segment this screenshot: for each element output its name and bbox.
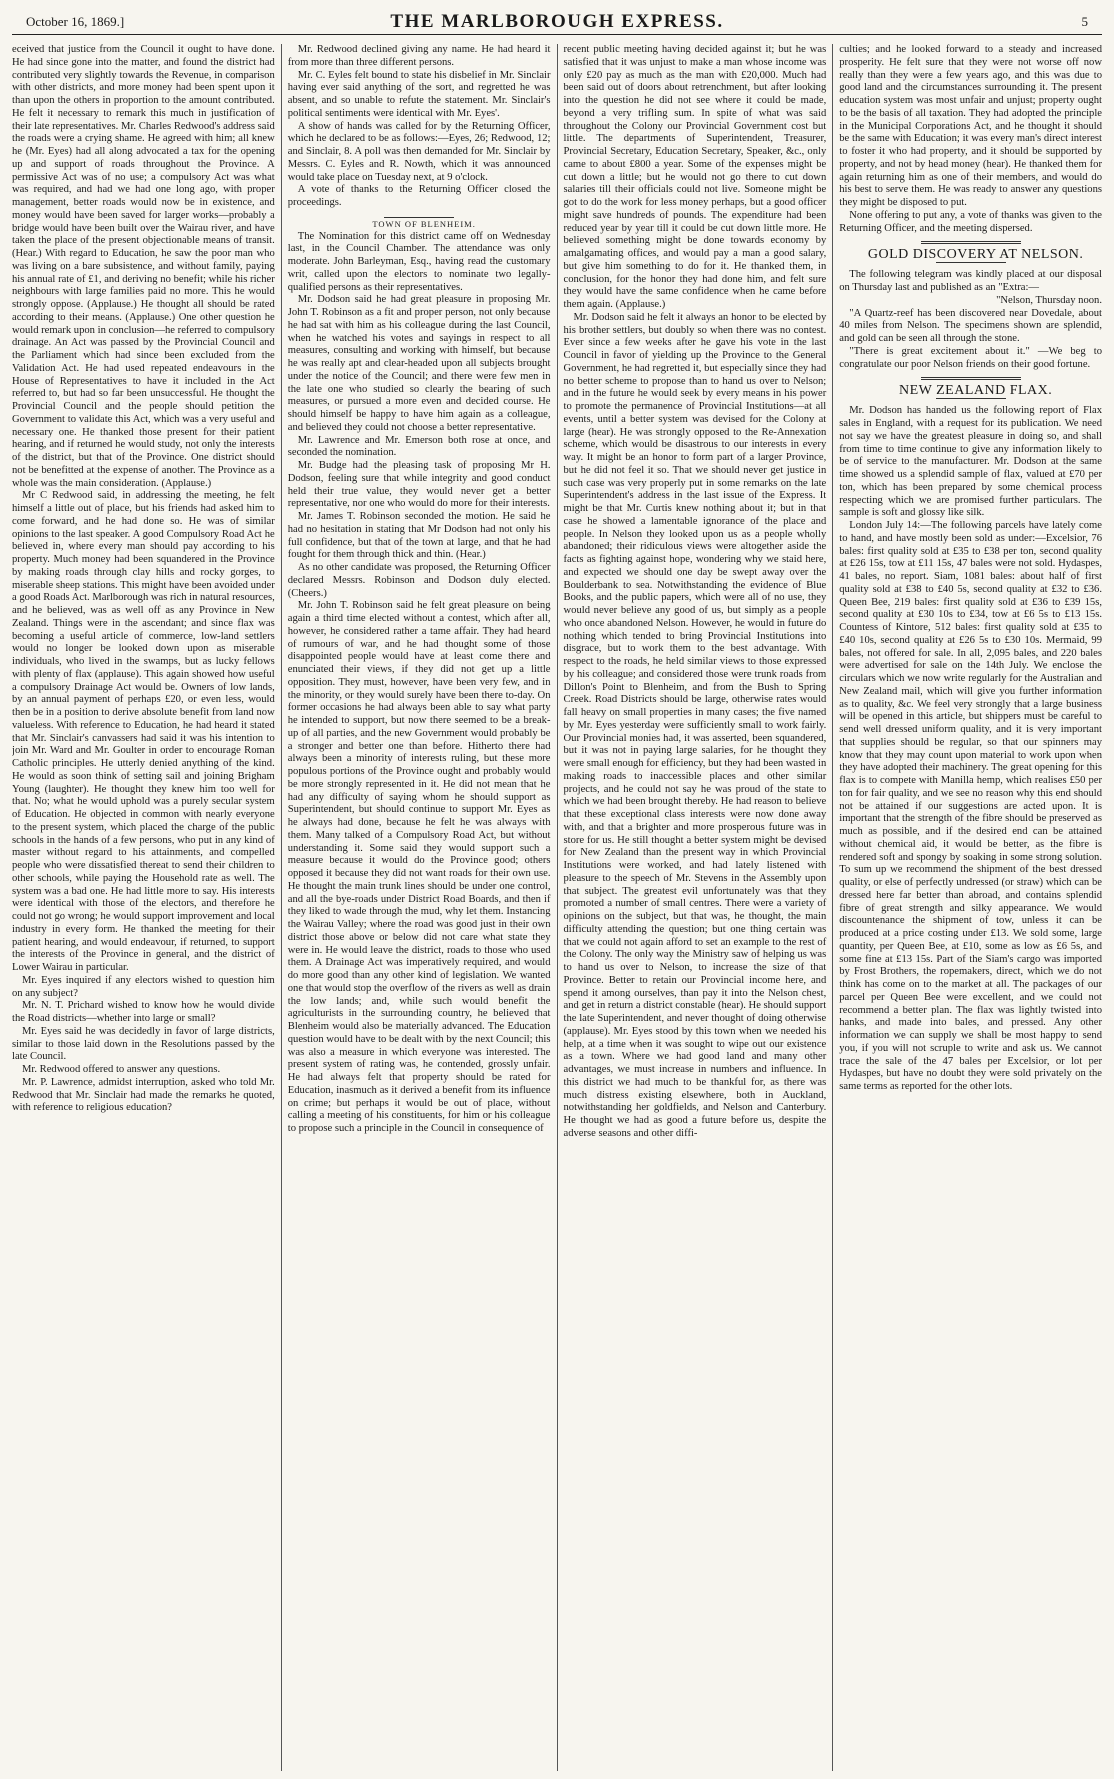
page-number: 5 xyxy=(1081,14,1088,29)
article-paragraph: Mr. Dodson has handed us the following report of Flax sales in England, with a request for its publication. We need not say we have the greatest pleasure in doing so, and shall from time to time continue to give any information likely to be of service to the manufacturer. Mr. Dodson at the same time showed us a splendid sample of flax, valued at £70 per ton, which has been prepared by some chemical process respecting which we are promised further particulars. The sample is soft and glossy like silk. xyxy=(839,405,1102,519)
column-2 xyxy=(281,44,557,1771)
article-paragraph: Mr. Dodson said he had great pleasure in proposing Mr. John T. Robinson as a fit and proper person, not only because he had sat with him as his colleague during the last Council, when he watched his votes and sayings in respect to all measures, consulting and working with himself, but because he was really apt and clear-headed upon all subjects brought under the notice of the Council; and there were few men in the late one who studied so clearly the bearing of such measures, or pursued a more even and decided course. He should himself be happy to have him again as a colleague, and believed they could not choose a better representative. xyxy=(287,294,551,433)
article-paragraph: Mr. N. T. Prichard wished to know how he would divide the Road districts—whether into large or small? xyxy=(12,1000,275,1024)
column-4 xyxy=(832,44,1102,1771)
article-paragraph: Mr. C. Eyles felt bound to state his disbelief in Mr. Sinclair having ever said anything of the sort, and regretted he was absent, and so unable to refute the statement. Mr. Sinclair's political sentiments were identical with Mr. Eyes'. xyxy=(287,69,551,119)
article-paragraph: A show of hands was called for by the Returning Officer, which he declared to be as follows:—Eyes, 26; Redwood, 12; and Sinclair, 8. A poll was then demanded for Mr. Sinclair by Messrs. C. Eyles and R. Nowth, which it was announced would take place on Tuesday next, at 9 o'clock. xyxy=(287,120,551,183)
article-paragraph: A vote of thanks to the Returning Officer closed the proceedings. xyxy=(287,184,551,208)
article-paragraph: Mr. P. Lawrence, admidst interruption, asked who told Mr. Redwood that Mr. Sinclair had made the remarks he quoted, with reference to religious education? xyxy=(12,1076,275,1114)
article-paragraph: Mr. James T. Robinson seconded the motion. He said he had no hesitation in stating that Mr Dodson had not only his full confidence, but that of the town at large, and that he had fought for them through thick and thin. (Hear.) xyxy=(287,511,551,561)
article-paragraph: Mr. Budge had the pleasing task of proposing Mr H. Dodson, feeling sure that while integrity and good conduct held their true value, they would never get a better representative, nor one who would do more for their interests. xyxy=(287,460,551,510)
article-paragraph: "A Quartz-reef has been discovered near Dovedale, about 40 miles from Nelson. The specimens shown are splendid, and gold can be seen all through the stone. xyxy=(839,307,1102,344)
article-paragraph: culties; and he looked forward to a steady and increased prosperity. He felt sure that they were not worse off now really than they were a few years ago, and this was due to good land and the circumstances surrounding it. The present education system was most unfair and unjust; property ought to be the basis of all taxation. They had adopted the principle in the Municipal Corporations Act, and he thought it should be the same with Education; it was every man's direct interest to foster it who had property, and it should be supported by property, and not by head money (hear). He thanked them for again returning him as one of their members, and would do his best to serve them. He was ready to answer any questions they might be disposed to put. xyxy=(839,44,1102,208)
section-heading-gold: GOLD DISCOVERY AT NELSON. xyxy=(867,247,1084,263)
article-paragraph: None offering to put any, a vote of thanks was given to the Returning Officer, and the meeting dispersed. xyxy=(839,209,1102,234)
issue-date: October 16, 1869.] xyxy=(26,14,125,29)
article-paragraph: Mr. John T. Robinson said he felt great pleasure on being again a third time elected without a contest, which after all, however, he considered rather a tame affair. They had heard of rumours of war, and he had thought some of those disappointed people would have at least come there and enunciated their views, if they did not get up a little opposition. They must, however, have been very few, and in the minority, or they would surely have been there to-day. On former occasions he had always been able to say what party he intended to support, but now there seemed to be a break-up of all parties, and the new Government would probably be a stronger and better one than before. Hitherto there had always been a minority of interests ruling, but these more populous portions of the Province ought and probably would be more strongly represented in it. He did not mean that he had any difficulty of saying whom he should support as Superintendent, but should continue to support Mr. Eyes as he always had done, because he felt he was always with them. Many talked of a Compulsory Road Act, but without understanding it. Some said they would support such a measure because it would do the Province good; others opposed it because they did not want roads for their own use. He thought the main trunk lines should be under one control, and all the bye-roads under District Road Boards, and then if they liked to wade through the mud, why let them. Instancing the Wairau Valley; where the road was good just in their own district those above or below did not care what state they were in. He would leave the district, roads to those who used them. A Drainage Act was imperatively required, and would do more good than any other kind of legislation. We wanted one that would stop the overflow of the rivers as well as drain the low lands; and, while such would benefit the agriculturists in the surrounding country, he believed that Blenheim would also be materially advanced. The Education question would have to be dealt with by the next Council; this was also a measure in which everyone was interested. The present system of rating was, he contended, grossly unfair. He had always felt that property should be rated for Education, inasmuch as it derived a benefit from its influence on crime; but perhaps it would be out of place, without calling a meeting of his constituents, for him or his colleague to propose such a principle in the Council in consequence of xyxy=(287,600,551,1134)
article-paragraph: London July 14:—The following parcels have lately come to hand, and have mostly been sold as under:—Excelsior, 76 bales: first quality sold at £35 to £38 per ton, second quality at £26 15s, tow at £11 15s, 47 bales were not sold. Hydaspes, 41 bales, no report. Siam, 1081 bales: about half of first quality sold at £38 to £40 5s, second quality at £32 to £36. Queen Bee, 219 bales: first quality sold at £36 to £39 15s, second quality at £30 10s to £34, tow at £6 5s to £13 15s. Countess of Kintore, 512 bales: first quality sold at £35 to £40 10s, second quality at £26 5s to £30 10s. Mermaid, 99 bales, not offered for sale. In all, 2,095 bales, and 220 bales were advertised for sale on the 14th July. We enclose the circulars which we now write regularly for the Australian and New Zealand mail, which will give you further information as to quality, &c. We feel very strongly that a large business will be opened in this article, but shippers must be careful to send well dressed uniform quality, and it is very important that supplies should be regular, so that our spinners may know that they may count upon material to work upon when they have adopted their machinery. The great opening for this flax is to compete with Manilla hemp, which realises £50 per ton for fair quality, and we see no reason why this end should not be attained if our suggestions are acted upon. It is important that the strength of the fibre should be preserved as much as possible, and if the desired end can be attained without chemical aid, it would be better, as the fibre is rendered soft and spongy by soaking in some strong solution. To sum up we recommend the shipment of the best dressed quality, or else of perfectly undressed (or straw) which can be dressed here far better than abroad, and contains splendid fibre of great strength and silky appearance. We would discountenance the shipment of tow, unless it can be produced at a price costing under £13. We sold some, large quantity, per Queen Bee, at £10, some as low as £6 5s, and some fine at £13 15s. Part of the Siam's cargo was imported by Frost Brothers, the ropemakers, direct, which we do not think has come on to the market at all. The packages of our parcel per Queen Bee were excellent, and we could not recommend a better plan. The flax was lightly twisted into hanks, and made into bales, and pressed. Any other information we can supply we shall be most happy to send you, if you will not scruple to write and ask us. We cannot trace the sale of the 47 bales per Excelsior, or lot per Hydaspes, but have no doubt they were sold privately on the same terms as reported for the other lots. xyxy=(839,520,1102,1092)
article-paragraph: recent public meeting having decided against it; but he was satisfied that it was unjust to make a man whose income was only £20 pay as much as the man with £20,000. Much had been said out of doors about retrenchment, but after looking into the question he did not see where it could be made, beyond a very trifling sum. In spite of what was said throughout the Colony our Provincial Government cost but little. The departments of Superintendent, Treasurer, Provincial Secretary, Education Secretary, Speaker, &c., only came to about £800 a year. Some of the expenses might be cut down a little; but he would not go there to cut down salaries till their officials could not live. Someone might be got to do the work for less money perhaps, but a good officer might save hundreds of pounds. The expenditure had been reduced year by year till it could be cut down little more. He believed something might be done towards economy by amalgamating offices, and would pay a man a good salary, but give him something to do for it. He thanked them, in conclusion, for the honor they had done him, and felt sure they would have the same confidence when he came before them again. (Applause.) xyxy=(563,44,827,310)
telegram-dateline: "Nelson, Thursday noon. xyxy=(996,294,1102,306)
masthead xyxy=(12,10,1102,35)
article-paragraph: Mr. Redwood declined giving any name. He had heard it from more than three different persons. xyxy=(287,44,551,68)
article-paragraph: Mr. Eyes said he was decidedly in favor of large districts, similar to those laid down in the Resolutions passed by the late Council. xyxy=(12,1025,275,1063)
article-paragraph: eceived that justice from the Council it ought to have done. He had since gone into the matter, and found the district had contributed very slightly towards the Revenue, in comparison with other districts, and more money had been spent upon it than upon the others in proportion to the amount contributed. He felt it necessary to remark this much in justification of their late representatives. Mr. Charles Redwood's address said the roads were a crying shame. He agreed with him; all knew he (Mr. Eyes) had all along advocated a tax for the opening up and support of roads throughout the Province. A permissive Act was of no use; a compulsory Act was what was required, and had we had one long ago, with proper management, better roads would now be in existence, and money would have been saved for larger works—probably a bridge would have been built over the Wairau river, and have taken the place of the present objectionable means of transit. (Hear.) With regard to Education, he saw the poor man who was living on a bare subsistence, and without family, paying his annual rate of £1, and deriving no benefit; while his richer neighbours with large families paid no more. This he would strongly oppose. (Applause.) He thought all should be rated according to their means. (Applause.) One other question he would remark upon in conclusion—he referred to compulsory drainage. An Act was passed by the Provincial Council and the Parliament which had since been excluded from the Validation Act. He had used repeated endeavours in the House of Representatives to have it included in the Act referred to, but had so far been unsuccessful. He thought the Provincial Council and the people should petition the Government to validate this Act, which was a very useful and necessary one. He thanked those present for their patient hearing, and if returned he would study, not only the interests of the district, but that of the Province. One district should not be benefitted at the expense of another. The Province as a whole was the main consideration. (Applause.) xyxy=(12,44,275,489)
article-paragraph: Mr. Eyes inquired if any electors wished to question him on any subject? xyxy=(12,974,275,999)
article-paragraph: Mr. Redwood offered to answer any questions. xyxy=(22,1064,221,1075)
newspaper-title: THE MARLBOROUGH EXPRESS. xyxy=(390,11,724,32)
article-paragraph: Mr C Redwood said, in addressing the meeting, he felt himself a little out of place, but his friends had asked him to come forward, and he had done so. He was of similar opinions to the last speaker. A good Compulsory Road Act he believed in, where every man should pay according to his property. Much money had been squandered in the Province by making roads through clay hills and rocky gorges, to miserable sheep stations. This might have been avoided under a good Roads Act. Marlborough was rich in natural resources, and he believed, was as well off as any Province in New Zealand. Things were in the ascendant; and since flax was becoming a useful article of commerce, low-land settlers would no longer be looked down upon as miserable individuals, who lived in the swamps, but as lucky fellows with plenty of flax (applause). This again showed how useful a compulsory Drainage Act would be. Owners of low lands, by an annual payment of perhaps £20, or even less, would then be in a position to derive absolute benefit from land now valueless. With reference to Education, he had heard it stated that Mr. Sinclair's canvassers had said it was his intention to join Mr. Ward and Mr. Goulter in order to encourage Roman Catholic principles. He utterly denied anything of the kind. He would as soon think of setting sail and joining Brigham Young (laughter). He thought they knew him too well for that. No; what he would uphold was a purely secular system of Education. He objected in common with nearly everyone to the present system, which placed the charge of the public schools in the hands of a few persons, who put in any kind of master without regard to his attainments, and compelled people who were dissatisfied thereat to send their children to other schools, while paying the Household rate as well. The system was a bad one. He had little more to say. His interests were identical with those of the electors, and therefore he could not go wrong; he would support improvement and local industry in every form. He thanked the meeting for their patient hearing, and would endeavour, if returned, to support the interests of the Province in general, and the district of Lower Wairau in particular. xyxy=(12,490,275,973)
article-paragraph: Mr. Lawrence and Mr. Emerson both rose at once, and seconded the nomination. xyxy=(287,434,551,459)
column-1 xyxy=(12,44,281,1771)
section-heading-blenheim: TOWN OF BLENHEIM. xyxy=(372,218,476,229)
columns xyxy=(12,44,1102,1771)
section-heading-flax: NEW ZEALAND FLAX. xyxy=(898,383,1053,399)
article-paragraph: As no other candidate was proposed, the Returning Officer declared Messrs. Robinson and Dodson duly elected. (Cheers.) xyxy=(287,562,551,599)
column-3 xyxy=(557,44,833,1771)
article-paragraph: Mr. Dodson said he felt it always an honor to be elected by his brother settlers, but doubly so when there was no contest. Ever since a few weeks after he gave his vote in the last Council in favor of yielding up the Province to the General Government, he had regretted it, but especially since they had no better scheme to propose than to hand us over to Nelson; and in the future he would seek by every means in his power to promote the permanence of Provincial Institutions—at all events, until a better system was devised for the Colony at large (hear). He was strongly opposed to the Re-Annexation scheme, which would be disastrous to our interests in every way. It might be an honor to form part of a larger Province, but he did not feel it so. That we should never get justice in such case was very properly put in some remarks on the late Superintendent's address in the last issue of the Express. It might be that Mr. Curtis knew nothing about it; but in that case he showed a lamentable ignorance of the place and people. In Nelson they looked upon us as a people wholly abandoned; their ridiculous views were altogether aside the facts as fighting against hope, wondering why we staid here, and expected we should one day be swept away over the Boulderbank to sea. Notwithstanding the evidence of Blue Books, and the public papers, which were all of no use, they would never believe any good of us, but simply as a people who once abandoned Nelson. However, he would in future do nothing which tended to bring Provincial Institutions into disgrace, but to work them to the best advantage. With respect to the roads, he held similar views to those expressed by his colleague; and considered those were trunk roads from Dillon's Point to Blenheim, and from the Bush to Spring Creek. Road Districts should be large, otherwise rates would fall heavy on small properties in many cases; the five named by Mr. Eyes yesterday were sufficiently small to work fairly. Our Provincial monies had, it was asserted, been squandered, but it was not in paying large salaries, for he thought they were small enough for efficiency, but they had been wasted in making roads to inaccessible places and other similar projects, and he could not say he was proud of the state to which we had been brought thereby. He had reason to believe that these exceptional class interests were now done away with, and that a brighter and more prosperous future was in store for us. He still thought a better system might be devised for New Zealand than the present way in which Provincial Institutions were worked, and had lately listened with pleasure to the speech of Mr. Stevens in the Assembly upon that subject. The greatest evil unfortunately was that they promoted a number of small centres. There were a variety of opinions on the subject, but that was, he thought, the main difficulty attending the question; but one thing certain was that we could not again afford to set an example to the rest of the Colony. The only way the Ministry saw of helping us was to hand us over to Nelson, to increase the size of that Province. Better to retain our Provincial income here, and spend it among ourselves, than pay it into the Nelson chest, and get in return a district constable (hear). He should support the late Superintendent, and never thought of doing otherwise (applause). Mr. Eyes stood by this town when we needed his help, at a time when it was sought to wipe out our existence as a town. Where we had good land and many other advantages, we must increase in numbers and influence. In this district we had much to be thankful for, as there was much distress existing elsewhere, both in Auckland, notwithstanding her goldfields, and Nelson and Canterbury. He thought we had as good a future before us, despite the adverse seasons and other diffi- xyxy=(563,311,827,1139)
article-paragraph: The following telegram was kindly placed at our disposal on Thursday last and published as an "Extra:— xyxy=(839,269,1102,293)
article-paragraph: "There is great excitement about it." —We beg to congratulate our poor Nelson friends on their good fortune. xyxy=(839,345,1102,370)
article-paragraph: The Nomination for this district came off on Wednesday last, in the Council Chamber. The attendance was only moderate. John Barleyman, Esq., having read the customary writ, called upon the electors to nominate two legally-qualified persons as their representatives. xyxy=(287,230,551,293)
